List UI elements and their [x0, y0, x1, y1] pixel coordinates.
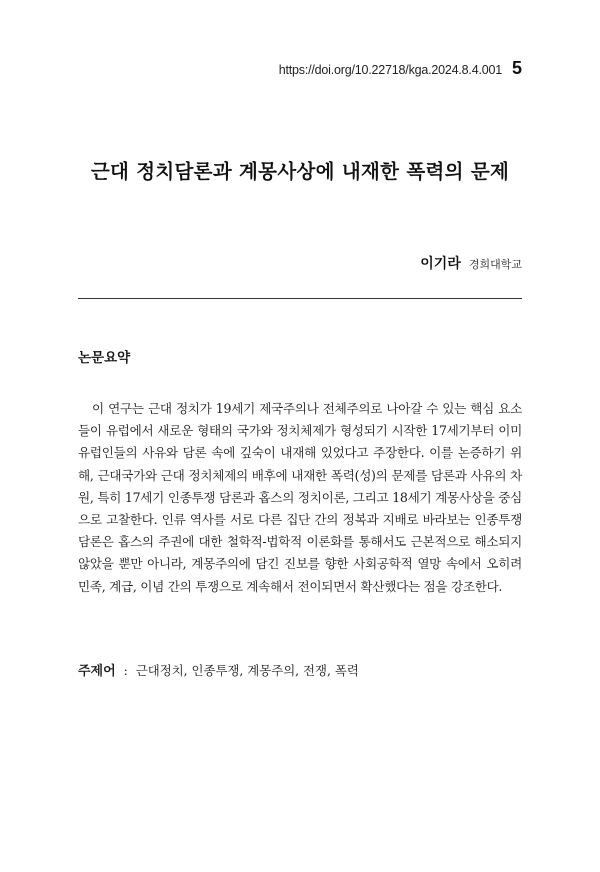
author-name: 이기라 — [420, 256, 461, 272]
page-number: 5 — [511, 58, 522, 78]
author-line — [420, 253, 522, 273]
paper-title: 근대 정치담론과 계몽사상에 내재한 폭력의 문제 — [90, 160, 510, 183]
abstract-heading: 논문요약 — [78, 350, 131, 366]
keywords-label: 주제어 — [78, 664, 116, 679]
keywords-list: 근대정치, 인종투쟁, 계몽주의, 전쟁, 폭력 — [135, 663, 359, 678]
running-header — [279, 58, 522, 79]
keywords-separator: : — [123, 663, 128, 678]
doi-link[interactable]: https://doi.org/10.22718/kga.2024.8.4.001 — [278, 63, 502, 77]
author-affiliation: 경희대학교 — [468, 258, 522, 271]
title-divider — [78, 298, 522, 299]
keywords — [78, 660, 522, 679]
abstract-body: 이 연구는 근대 정치가 19세기 제국주의나 전체주의로 나아갈 수 있는 핵심 요소들이 유럽에서 새로운 형태의 국가와 정치체제가 형성되기 시작한 17세기부터 이미 유럽인들의 사유와 담론 속에 깊숙이 내재해 있었다고 주장한다. 이를 논증하기 위해, 근대국가와 근대 정치체제의 배후에 내재한 폭력(성)의 문제를 담론과 사유의 차원, 특히 17세기 인종투쟁 담론과 홉스의 정치이론, 그리고 18세기 계몽사상을 중심으로 고찰한다. 인류 역사를 서로 다른 집단 간의 정복과 지배로 바라보는 인종투쟁 담론은 홉스의 주권에 대한 철학적-법학적 이론화를 통해서도 근본적으로 해소되지 않았을 뿐만 아니라, 계몽주의에 담긴 진보를 향한 사회공학적 열망 속에서 오히려 민족, 계급, 이념 간의 투쟁으로 계속해서 전이되면서 확산했다는 점을 강조한다. — [78, 401, 522, 594]
